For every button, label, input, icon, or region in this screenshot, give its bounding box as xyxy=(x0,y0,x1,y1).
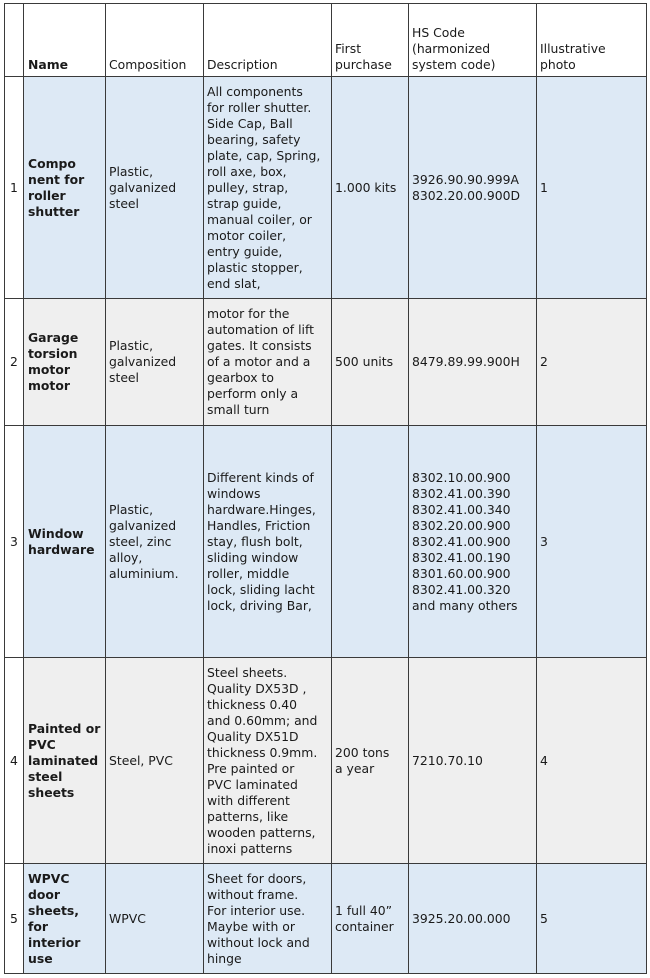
header-photo: Illustrative photo xyxy=(537,4,647,77)
row-description: Sheet for doors, without frame. For interior use. Maybe with or without lock and hinge xyxy=(204,864,332,974)
row-photo: 1 xyxy=(537,77,647,299)
row-photo: 5 xyxy=(537,864,647,974)
row-number: 4 xyxy=(5,658,24,864)
row-name: Garage torsion motor motor xyxy=(24,299,106,426)
row-name: WPVC door sheets, for interior use xyxy=(24,864,106,974)
row-number: 3 xyxy=(5,426,24,658)
header-description: Description xyxy=(204,4,332,77)
row-description: motor for the automation of lift gates. It consists of a motor and a gearbox to perform only a small turn xyxy=(204,299,332,426)
row-first-purchase xyxy=(332,426,409,658)
row-composition: Plastic, galvanized steel xyxy=(106,77,204,299)
row-photo: 4 xyxy=(537,658,647,864)
row-hs-code: 8479.89.99.900H xyxy=(409,299,537,426)
row-first-purchase: 1 full 40” container xyxy=(332,864,409,974)
row-composition: Plastic, galvanized steel xyxy=(106,299,204,426)
table-row xyxy=(5,77,647,299)
row-composition: WPVC xyxy=(106,864,204,974)
header-num xyxy=(5,4,24,77)
row-hs-code: 7210.70.10 xyxy=(409,658,537,864)
row-hs-code: 8302.10.00.900 8302.41.00.390 8302.41.00.340 8302.20.00.900 8302.41.00.900 8302.41.00.190 8301.60.00.900 8302.41.00.320 and many others xyxy=(409,426,537,658)
row-number: 2 xyxy=(5,299,24,426)
row-composition: Plastic, galvanized steel, zinc alloy, aluminium. xyxy=(106,426,204,658)
row-first-purchase: 200 tons a year xyxy=(332,658,409,864)
table-row xyxy=(5,426,647,658)
table-row xyxy=(5,658,647,864)
header-first-purchase: First purchase xyxy=(332,4,409,77)
row-first-purchase: 500 units xyxy=(332,299,409,426)
row-number: 5 xyxy=(5,864,24,974)
row-hs-code: 3926.90.90.999A 8302.20.00.900D xyxy=(409,77,537,299)
table-row xyxy=(5,299,647,426)
table-row xyxy=(5,864,647,974)
row-photo: 3 xyxy=(537,426,647,658)
header-name: Name xyxy=(24,4,106,77)
row-hs-code: 3925.20.00.000 xyxy=(409,864,537,974)
row-number: 1 xyxy=(5,77,24,299)
header-hs-code: HS Code (harmonized system code) xyxy=(409,4,537,77)
header-row xyxy=(5,4,647,77)
products-table xyxy=(4,3,647,974)
row-name: Painted or PVC laminated steel sheets xyxy=(24,658,106,864)
row-description: All components for roller shutter. Side Cap, Ball bearing, safety plate, cap, Spring, roll axe, box, pulley, strap, strap guide, manual coiler, or motor coiler, entry guide, plastic stopper, end slat, xyxy=(204,77,332,299)
row-name: Compo nent for roller shutter xyxy=(24,77,106,299)
row-photo: 2 xyxy=(537,299,647,426)
row-composition: Steel, PVC xyxy=(106,658,204,864)
row-description: Different kinds of windows hardware.Hinges, Handles, Friction stay, flush bolt, sliding window roller, middle lock, sliding lacht lock, driving Bar, xyxy=(204,426,332,658)
row-name: Window hardware xyxy=(24,426,106,658)
row-description: Steel sheets. Quality DX53D , thickness 0.40 and 0.60mm; and Quality DX51D thickness 0.9mm. Pre painted or PVC laminated with different patterns, like wooden patterns, inoxi patterns xyxy=(204,658,332,864)
header-composition: Composition xyxy=(106,4,204,77)
row-first-purchase: 1.000 kits xyxy=(332,77,409,299)
